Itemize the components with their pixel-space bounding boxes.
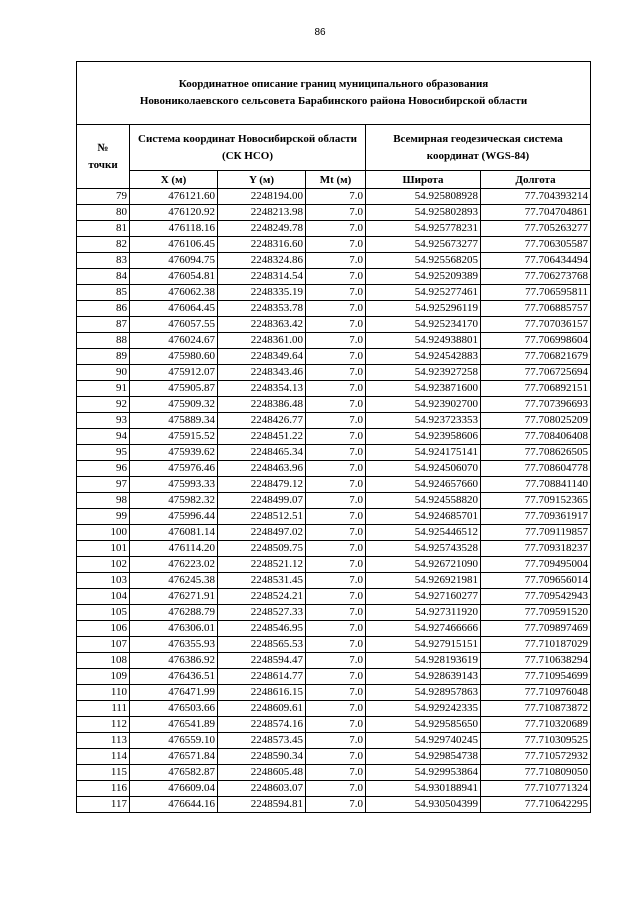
latitude-value: 54.925446512 [366, 525, 481, 541]
x-value: 476436.51 [130, 669, 218, 685]
point-number: 81 [77, 221, 130, 237]
mt-value: 7.0 [306, 653, 366, 669]
table-row [77, 637, 591, 653]
y-value: 2248512.51 [218, 509, 306, 525]
mt-value: 7.0 [306, 477, 366, 493]
latitude-value: 54.924938801 [366, 333, 481, 349]
x-value: 475980.60 [130, 349, 218, 365]
point-number: 82 [77, 237, 130, 253]
col-y-header: Y (м) [218, 171, 306, 189]
latitude-value: 54.925743528 [366, 541, 481, 557]
y-value: 2248616.15 [218, 685, 306, 701]
longitude-value: 77.709119857 [481, 525, 591, 541]
table-row [77, 285, 591, 301]
x-value: 476386.92 [130, 653, 218, 669]
mt-value: 7.0 [306, 269, 366, 285]
longitude-value: 77.704393214 [481, 189, 591, 205]
table-title-line-2: Новониколаевского сельсовета Барабинского района Новосибирской области [139, 95, 528, 107]
longitude-value: 77.706998604 [481, 333, 591, 349]
longitude-value: 77.709656014 [481, 573, 591, 589]
x-value: 476081.14 [130, 525, 218, 541]
table-row [77, 429, 591, 445]
latitude-value: 54.929242335 [366, 701, 481, 717]
point-number: 109 [77, 669, 130, 685]
latitude-value: 54.927160277 [366, 589, 481, 605]
point-number: 86 [77, 301, 130, 317]
longitude-value: 77.708604778 [481, 461, 591, 477]
y-value: 2248213.98 [218, 205, 306, 221]
longitude-value: 77.710642295 [481, 797, 591, 813]
x-value: 475905.87 [130, 381, 218, 397]
point-number: 116 [77, 781, 130, 797]
x-value: 476223.02 [130, 557, 218, 573]
nso-system-header: Система координат Новосибирской области (СК НСО) [130, 125, 366, 171]
point-number: 114 [77, 749, 130, 765]
mt-value: 7.0 [306, 557, 366, 573]
point-number: 106 [77, 621, 130, 637]
x-value: 475993.33 [130, 477, 218, 493]
longitude-value: 77.709318237 [481, 541, 591, 557]
latitude-value: 54.926721090 [366, 557, 481, 573]
table-row [77, 493, 591, 509]
x-value: 476106.45 [130, 237, 218, 253]
point-number: 96 [77, 461, 130, 477]
y-value: 2248574.16 [218, 717, 306, 733]
table-title [77, 62, 591, 125]
col-x-header: X (м) [130, 171, 218, 189]
x-value: 476559.10 [130, 733, 218, 749]
longitude-value: 77.706885757 [481, 301, 591, 317]
y-value: 2248594.81 [218, 797, 306, 813]
longitude-value: 77.706273768 [481, 269, 591, 285]
x-value: 476609.04 [130, 781, 218, 797]
longitude-value: 77.709495004 [481, 557, 591, 573]
table-row [77, 765, 591, 781]
table-row [77, 797, 591, 813]
point-number: 90 [77, 365, 130, 381]
point-number: 92 [77, 397, 130, 413]
latitude-value: 54.926921981 [366, 573, 481, 589]
y-value: 2248353.78 [218, 301, 306, 317]
longitude-value: 77.710954699 [481, 669, 591, 685]
mt-value: 7.0 [306, 525, 366, 541]
table-row [77, 749, 591, 765]
point-number: 104 [77, 589, 130, 605]
y-value: 2248463.96 [218, 461, 306, 477]
table-row [77, 365, 591, 381]
latitude-value: 54.928957863 [366, 685, 481, 701]
longitude-value: 77.706434494 [481, 253, 591, 269]
table-row [77, 445, 591, 461]
table-row [77, 589, 591, 605]
longitude-value: 77.706821679 [481, 349, 591, 365]
point-number: 79 [77, 189, 130, 205]
mt-value: 7.0 [306, 685, 366, 701]
point-number: 80 [77, 205, 130, 221]
longitude-value: 77.709542943 [481, 589, 591, 605]
latitude-value: 54.927466666 [366, 621, 481, 637]
mt-value: 7.0 [306, 445, 366, 461]
mt-value: 7.0 [306, 493, 366, 509]
mt-value: 7.0 [306, 221, 366, 237]
latitude-value: 54.923723353 [366, 413, 481, 429]
table-row [77, 189, 591, 205]
table-row [77, 557, 591, 573]
mt-value: 7.0 [306, 621, 366, 637]
longitude-value: 77.706595811 [481, 285, 591, 301]
mt-value: 7.0 [306, 717, 366, 733]
y-value: 2248603.07 [218, 781, 306, 797]
table-row [77, 205, 591, 221]
latitude-value: 54.923927258 [366, 365, 481, 381]
y-value: 2248499.07 [218, 493, 306, 509]
latitude-value: 54.930188941 [366, 781, 481, 797]
wgs-system-header: Всемирная геодезическая система координат (WGS-84) [366, 125, 591, 171]
y-value: 2248497.02 [218, 525, 306, 541]
y-value: 2248614.77 [218, 669, 306, 685]
latitude-value: 54.924506070 [366, 461, 481, 477]
table-row [77, 669, 591, 685]
y-value: 2248509.75 [218, 541, 306, 557]
table-row [77, 525, 591, 541]
y-value: 2248194.00 [218, 189, 306, 205]
y-value: 2248546.95 [218, 621, 306, 637]
point-number: 83 [77, 253, 130, 269]
table-row [77, 605, 591, 621]
x-value: 476245.38 [130, 573, 218, 589]
y-value: 2248316.60 [218, 237, 306, 253]
mt-value: 7.0 [306, 637, 366, 653]
table-row [77, 733, 591, 749]
mt-value: 7.0 [306, 509, 366, 525]
y-value: 2248465.34 [218, 445, 306, 461]
longitude-value: 77.710320689 [481, 717, 591, 733]
x-value: 476120.92 [130, 205, 218, 221]
x-value: 476064.45 [130, 301, 218, 317]
latitude-value: 54.928193619 [366, 653, 481, 669]
longitude-value: 77.707036157 [481, 317, 591, 333]
table-row [77, 685, 591, 701]
point-number: 117 [77, 797, 130, 813]
coordinates-table [76, 61, 591, 813]
latitude-value: 54.925802893 [366, 205, 481, 221]
mt-value: 7.0 [306, 605, 366, 621]
point-number: 93 [77, 413, 130, 429]
table-row [77, 573, 591, 589]
table-row [77, 653, 591, 669]
point-number: 84 [77, 269, 130, 285]
latitude-value: 54.930504399 [366, 797, 481, 813]
longitude-value: 77.707396693 [481, 397, 591, 413]
latitude-value: 54.925568205 [366, 253, 481, 269]
longitude-value: 77.708406408 [481, 429, 591, 445]
x-value: 476094.75 [130, 253, 218, 269]
point-number: 87 [77, 317, 130, 333]
x-value: 476541.89 [130, 717, 218, 733]
mt-value: 7.0 [306, 429, 366, 445]
x-value: 476121.60 [130, 189, 218, 205]
x-value: 476054.81 [130, 269, 218, 285]
latitude-value: 54.927915151 [366, 637, 481, 653]
point-number-header [77, 125, 130, 189]
point-number: 115 [77, 765, 130, 781]
latitude-value: 54.924175141 [366, 445, 481, 461]
latitude-value: 54.923958606 [366, 429, 481, 445]
x-value: 476114.20 [130, 541, 218, 557]
table-row [77, 237, 591, 253]
y-value: 2248524.21 [218, 589, 306, 605]
longitude-value: 77.705263277 [481, 221, 591, 237]
col-mt-header: Mt (м) [306, 171, 366, 189]
latitude-value: 54.925296119 [366, 301, 481, 317]
table-row [77, 413, 591, 429]
mt-value: 7.0 [306, 349, 366, 365]
longitude-value: 77.706305587 [481, 237, 591, 253]
table-row [77, 781, 591, 797]
x-value: 476288.79 [130, 605, 218, 621]
point-number: 107 [77, 637, 130, 653]
y-value: 2248521.12 [218, 557, 306, 573]
y-value: 2248565.53 [218, 637, 306, 653]
page-number: 86 [314, 27, 326, 38]
mt-value: 7.0 [306, 365, 366, 381]
mt-value: 7.0 [306, 541, 366, 557]
mt-value: 7.0 [306, 317, 366, 333]
y-value: 2248343.46 [218, 365, 306, 381]
table-row [77, 621, 591, 637]
table-row [77, 349, 591, 365]
longitude-value: 77.710809050 [481, 765, 591, 781]
longitude-value: 77.708025209 [481, 413, 591, 429]
x-value: 475996.44 [130, 509, 218, 525]
y-value: 2248531.45 [218, 573, 306, 589]
latitude-value: 54.925234170 [366, 317, 481, 333]
mt-value: 7.0 [306, 189, 366, 205]
x-value: 476118.16 [130, 221, 218, 237]
mt-value: 7.0 [306, 285, 366, 301]
x-value: 476582.87 [130, 765, 218, 781]
longitude-value: 77.709152365 [481, 493, 591, 509]
table-row [77, 717, 591, 733]
point-number: 101 [77, 541, 130, 557]
x-value: 476471.99 [130, 685, 218, 701]
mt-value: 7.0 [306, 749, 366, 765]
mt-value: 7.0 [306, 669, 366, 685]
point-number: 108 [77, 653, 130, 669]
x-value: 475982.32 [130, 493, 218, 509]
point-number: 85 [77, 285, 130, 301]
mt-value: 7.0 [306, 205, 366, 221]
point-number: 112 [77, 717, 130, 733]
latitude-value: 54.924657660 [366, 477, 481, 493]
y-value: 2248324.86 [218, 253, 306, 269]
y-value: 2248451.22 [218, 429, 306, 445]
latitude-value: 54.924542883 [366, 349, 481, 365]
mt-value: 7.0 [306, 733, 366, 749]
y-value: 2248335.19 [218, 285, 306, 301]
point-number: 102 [77, 557, 130, 573]
table-row [77, 381, 591, 397]
point-number: 97 [77, 477, 130, 493]
longitude-value: 77.710309525 [481, 733, 591, 749]
longitude-value: 77.709897469 [481, 621, 591, 637]
latitude-value: 54.924685701 [366, 509, 481, 525]
mt-value: 7.0 [306, 589, 366, 605]
table-row [77, 701, 591, 717]
mt-value: 7.0 [306, 765, 366, 781]
longitude-value: 77.706725694 [481, 365, 591, 381]
latitude-value: 54.929953864 [366, 765, 481, 781]
point-number-header-label: точки [88, 158, 118, 171]
point-number: 99 [77, 509, 130, 525]
table-row [77, 333, 591, 349]
x-value: 476062.38 [130, 285, 218, 301]
latitude-value: 54.925778231 [366, 221, 481, 237]
x-value: 475939.62 [130, 445, 218, 461]
longitude-value: 77.710572932 [481, 749, 591, 765]
longitude-value: 77.709591520 [481, 605, 591, 621]
table-row [77, 221, 591, 237]
latitude-value: 54.925808928 [366, 189, 481, 205]
x-value: 475976.46 [130, 461, 218, 477]
longitude-value: 77.709361917 [481, 509, 591, 525]
table-row [77, 509, 591, 525]
x-value: 475912.07 [130, 365, 218, 381]
mt-value: 7.0 [306, 461, 366, 477]
longitude-value: 77.710638294 [481, 653, 591, 669]
y-value: 2248386.48 [218, 397, 306, 413]
mt-value: 7.0 [306, 253, 366, 269]
mt-value: 7.0 [306, 797, 366, 813]
x-value: 475909.32 [130, 397, 218, 413]
mt-value: 7.0 [306, 413, 366, 429]
mt-value: 7.0 [306, 301, 366, 317]
y-value: 2248363.42 [218, 317, 306, 333]
latitude-value: 54.924558820 [366, 493, 481, 509]
mt-value: 7.0 [306, 333, 366, 349]
x-value: 476503.66 [130, 701, 218, 717]
longitude-value: 77.708841140 [481, 477, 591, 493]
x-value: 475915.52 [130, 429, 218, 445]
point-number: 103 [77, 573, 130, 589]
mt-value: 7.0 [306, 381, 366, 397]
y-value: 2248314.54 [218, 269, 306, 285]
x-value: 476024.67 [130, 333, 218, 349]
latitude-value: 54.925209389 [366, 269, 481, 285]
latitude-value: 54.929740245 [366, 733, 481, 749]
y-value: 2248354.13 [218, 381, 306, 397]
mt-value: 7.0 [306, 701, 366, 717]
x-value: 476571.84 [130, 749, 218, 765]
x-value: 476057.55 [130, 317, 218, 333]
latitude-value: 54.929854738 [366, 749, 481, 765]
point-number: 94 [77, 429, 130, 445]
y-value: 2248479.12 [218, 477, 306, 493]
y-value: 2248573.45 [218, 733, 306, 749]
latitude-value: 54.925673277 [366, 237, 481, 253]
y-value: 2248609.61 [218, 701, 306, 717]
point-number: 89 [77, 349, 130, 365]
point-number: 98 [77, 493, 130, 509]
table-row [77, 269, 591, 285]
table-row [77, 253, 591, 269]
longitude-value: 77.706892151 [481, 381, 591, 397]
mt-value: 7.0 [306, 397, 366, 413]
latitude-value: 54.923902700 [366, 397, 481, 413]
col-latitude-header: Широта [366, 171, 481, 189]
col-longitude-header: Долгота [481, 171, 591, 189]
point-number: 88 [77, 333, 130, 349]
y-value: 2248605.48 [218, 765, 306, 781]
y-value: 2248426.77 [218, 413, 306, 429]
table-row [77, 541, 591, 557]
longitude-value: 77.710873872 [481, 701, 591, 717]
y-value: 2248594.47 [218, 653, 306, 669]
mt-value: 7.0 [306, 781, 366, 797]
y-value: 2248249.78 [218, 221, 306, 237]
table-row [77, 461, 591, 477]
y-value: 2248361.00 [218, 333, 306, 349]
x-value: 476271.91 [130, 589, 218, 605]
table-row [77, 397, 591, 413]
point-number: 105 [77, 605, 130, 621]
x-value: 476306.01 [130, 621, 218, 637]
point-number: 91 [77, 381, 130, 397]
point-number: 95 [77, 445, 130, 461]
latitude-value: 54.923871600 [366, 381, 481, 397]
point-number: 111 [77, 701, 130, 717]
longitude-value: 77.710187029 [481, 637, 591, 653]
table-body [77, 189, 591, 813]
mt-value: 7.0 [306, 573, 366, 589]
x-value: 475889.34 [130, 413, 218, 429]
table-title-line-1: Координатное описание границ муниципального образования [178, 78, 489, 90]
latitude-value: 54.928639143 [366, 669, 481, 685]
y-value: 2248527.33 [218, 605, 306, 621]
point-number: 110 [77, 685, 130, 701]
x-value: 476644.16 [130, 797, 218, 813]
longitude-value: 77.710976048 [481, 685, 591, 701]
table-row [77, 477, 591, 493]
point-number: 100 [77, 525, 130, 541]
longitude-value: 77.704704861 [481, 205, 591, 221]
y-value: 2248349.64 [218, 349, 306, 365]
table-row [77, 317, 591, 333]
point-number-header-symbol: № [97, 141, 109, 154]
latitude-value: 54.927311920 [366, 605, 481, 621]
table-row [77, 301, 591, 317]
longitude-value: 77.708626505 [481, 445, 591, 461]
longitude-value: 77.710771324 [481, 781, 591, 797]
latitude-value: 54.925277461 [366, 285, 481, 301]
mt-value: 7.0 [306, 237, 366, 253]
y-value: 2248590.34 [218, 749, 306, 765]
latitude-value: 54.929585650 [366, 717, 481, 733]
point-number: 113 [77, 733, 130, 749]
x-value: 476355.93 [130, 637, 218, 653]
